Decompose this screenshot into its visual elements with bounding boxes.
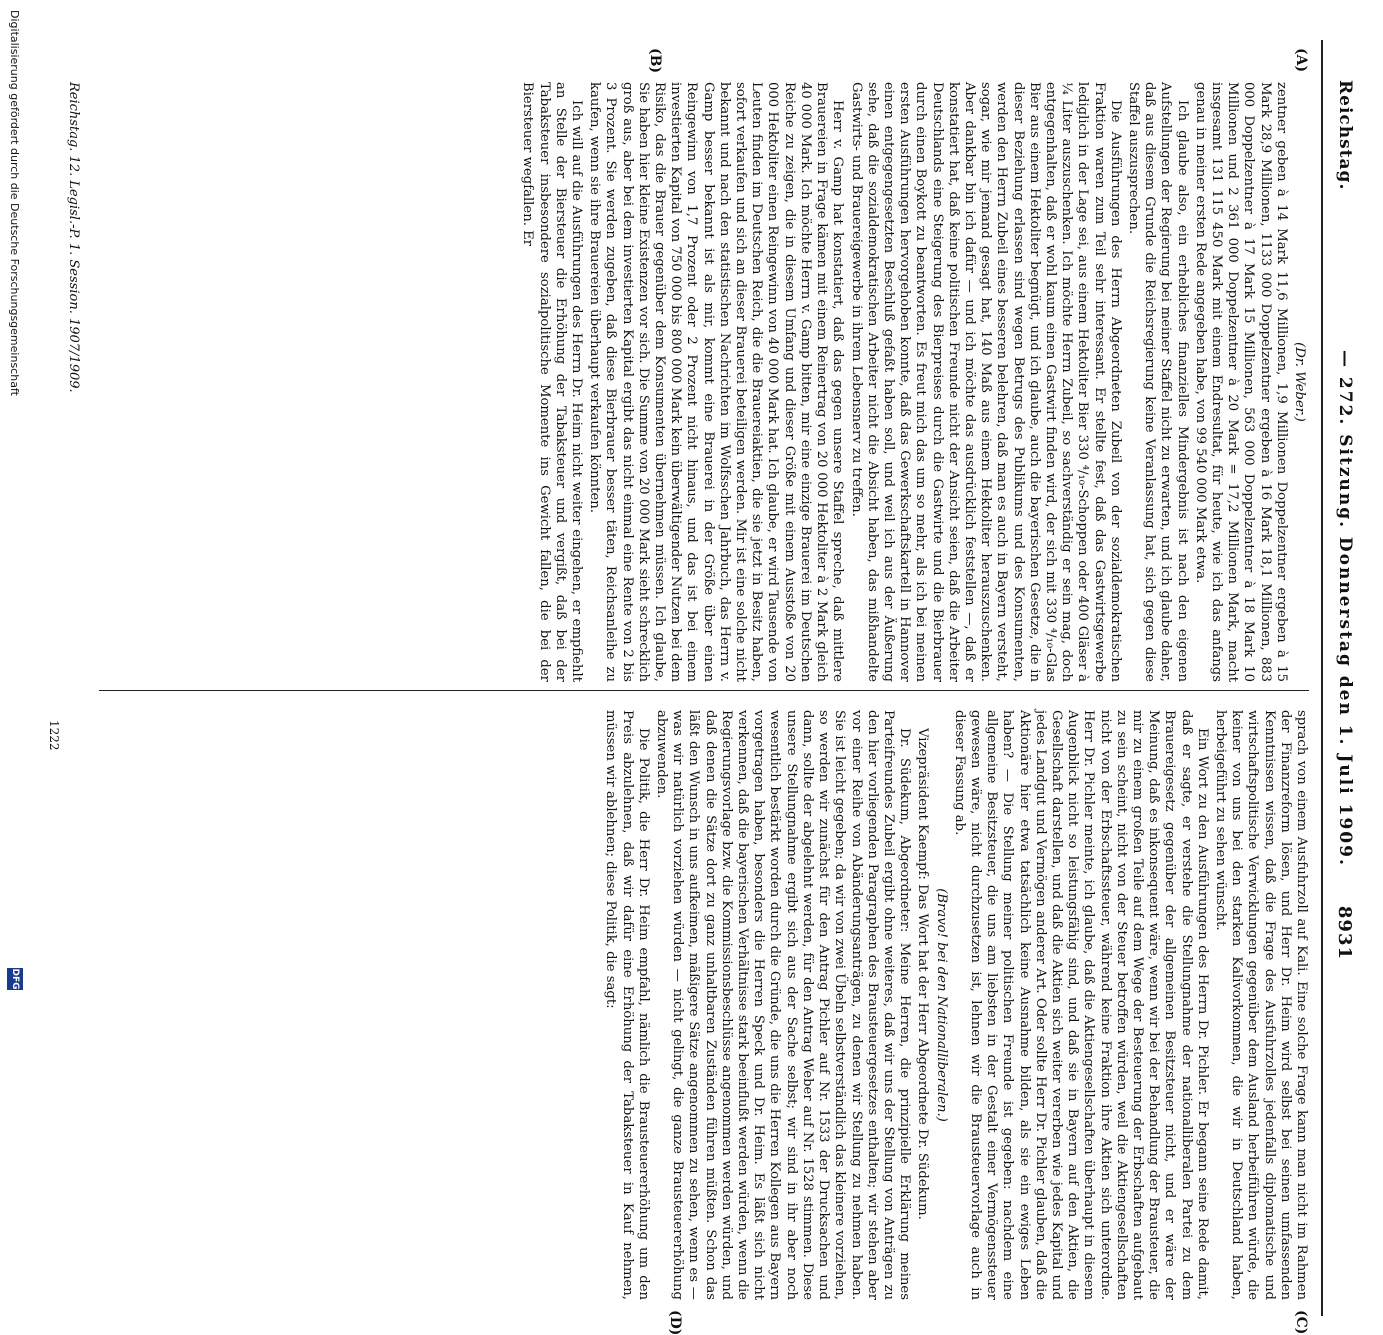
column-divider bbox=[99, 690, 1309, 691]
paragraph: Ich will auf die Ausführungen des Herrn Dr. Heim nicht weiter eingehen, er empfiehlt an Stelle der Biersteuer die Erhöhung der Tabaksteuer und vergißt, daß bei der Tabaksteuer insbesondere sozialpolitische Momente ins Gewicht fallen, die bei der Biersteuer wegfallen. Er bbox=[520, 82, 585, 682]
paragraph: Ein Wort zu den Ausführungen des Herrn Dr. Pichler. Er begann seine Rede damit, daß er sagte, er verstehe die Stellungnahme der nationalliberalen Partei zu dem Brauereigesetz gegenüber der allgemeinen Besitzsteuer nicht, und er wäre der Meinung, daß es inkonsequent wäre, wenn wir bei der Behandlung der Brausteuer, die mir zu einem großen Teile auf dem Wege der Besteuerung der Erbschaften aufgebaut zu sein scheint, nicht von der Steuer betroffen würden, weil die Aktiengesellschaften nicht von der Erbschaftssteuer, während keine Fraktion ihre Aktien sich unterordne. Herr Dr. Pichler meinte, ich glaube, daß die Aktiengesellschaften überhaupt in diesem Augenblick nicht so leistungsfähig sind, und daß sie in Bayern auf den Aktien, die Gesellschaft darstellen, und daß die Aktien sich weiter vererben wie jedes Kapital und jedes Landgut und Vermögen anderer Art. Oder sollte Herr Dr. Pichler glauben, daß die Aktionäre hier etwa tatsächlich keine Ausnahme bilden, als sie ein ewiges Leben haben? — Die Stellung meiner politischen Freunde ist gegeben: nachdem eine allgemeine Besitzsteuer, die uns am liebsten in der Gestalt einer Vermögenssteuer gewesen wäre, nicht durchzusetzen ist, lehnen wir die Brausteuervorlage auch in dieser Fassung ab. bbox=[951, 710, 1210, 1300]
footer-page-number: 1222 bbox=[47, 720, 61, 751]
header-page-number: 8931 bbox=[1334, 905, 1355, 960]
paragraph: zentner geben à 14 Mark 11,6 Millionen, 1,9 Millionen Doppelzentner ergeben à 15 Mark 28,9 Millionen, 1133 000 Doppelzentner ergeben à 16 Mark 18,1 Millionen, 883 000 Doppelzentner à 17 Mark 15 Millionen, 563 000 Doppelzentner à 18 Mark 10 Millionen und 2 361 000 Doppelzentner à 20 Mark = 17,2 Millionen Mark, macht insgesamt 131 115 450 Mark mit einem Endresultat, für heute, wie ich das anfangs genau in meiner ersten Rede angegeben habe, von 99 540 000 Mark etwa. bbox=[1192, 82, 1289, 682]
paragraph: Herr v. Gamp hat konstatiert, daß das gegen unsere Staffel spreche, daß mittlere Brauereien in Frage kämen mit einem Reinertrag von 20 000 Hektoliter à 2 Mark gleich 40 000 Mark. Ich möchte Herrn v. Gamp bitten, mir eine einzige Brauerei im Deutschen Reiche zu zeigen, die in diesem Umfang und dieser Größe mit einem Ausstoße von 20 000 Hektoliter einen Reingewinn von 40 000 Mark hat. Ich glaube, er wird Tausende von Leuten finden im Deutschen Reich, die die Brauereiaktien, die sie jetzt in Besitz haben, sofort verkaufen und sich an dieser Brauerei beteiligen werden. Mir ist eine solche nicht bekannt und nach den statistischen Nachrichten im Wolfsschen Jahrbuch, das Herrn v. Gamp besser bekannt ist als mir, kommt eine Brauerei in der Größe über einen Reingewinn von 1,7 Prozent oder 2 Prozent nicht hinaus, und das ist bei einem investierten Kapital von 750 000 bis 800 000 Mark kein überwältigender Nutzen bei dem Risiko, das die Brauer gegenüber dem Konsumenten übernehmen müssen. Ich glaube, Sie haben hier kleine Existenzen vor sich. Die Summe von 20 000 Mark sieht schrecklich groß aus, aber bei dem investierten Kapital ergibt das nicht einmal eine Rente von 2 bis 3 Prozent. Sie werden zugeben, daß diese Bierbrauer besser täten, Reichsanleihe zu kaufen, wenn sie ihre Brauereien überhaupt verkaufen könnten. bbox=[587, 82, 846, 682]
dfg-logo: DFG bbox=[7, 968, 23, 990]
margin-marker-d: (D) bbox=[667, 1310, 683, 1335]
paragraph: Dr. Südekum, Abgeordneter: Meine Herren, die prinzipielle Erklärung meines Parteifreundes Zubeil ergibt ohne weiteres, daß wir uns der Stellung von Anträgen zu den hier vorliegenden Paragraphen des Brausteuergesetzes enthalten; wir stehen aber vor einer Reihe von Abänderungsanträgen, zu denen wir Stellung zu nehmen haben. Sie ist leicht gegeben; da wir von zwei Übeln selbstverständlich das kleinere vorziehen, so werden wir zunächst für den Antrag Pichler auf Nr. 1533 der Drucksachen und dann, sollte der abgelehnt werden, für den Antrag Weber auf Nr. 1528 stimmen. Diese unsere Stellungnahme ergibt sich aus der Sache selbst; wir sind in ihr aber noch wesentlich bestärkt worden durch die Gründe, die uns die Herren Kollegen aus Bayern vorgetragen haben, besonders die Herren Speck und Dr. Heim. Es läßt sich nicht verkennen, daß die bayerischen Verhältnisse stark beeinflußt werden würden, wenn die Regierungsvorlage bzw. die Kommissionsbeschlüsse angenommen werden würden, und daß denen die Sätze dort zu ganz unhaltbaren Zuständen führen müßten. Schon das läßt den Wunsch in uns aufkeimen, mäßigere Sätze angenommen zu sehen, wenn es — was wir natürlich vorziehen würden — nicht gelingt, die ganze Brausteuererhöhung abzuwenden. bbox=[654, 710, 913, 1300]
paragraph: Die Politik, die Herr Dr. Heim empfahl, nämlich die Brausteuererhöhung um den Preis abzulehnen, daß wir dafür eine Erhöhung der Tabaksteuer in Kauf nehmen, müssen wir ablehnen; diese Politik, die sagt: bbox=[603, 710, 651, 1300]
left-column bbox=[517, 82, 1309, 682]
header-rule bbox=[1321, 40, 1323, 1316]
digitization-note: Digitalisierung gefördert durch die Deutsche Forschungsgemeinschaft bbox=[8, 10, 21, 396]
right-column bbox=[600, 710, 1309, 1300]
paragraph: sprach von einem Ausfuhrzoll auf Kali. Eine solche Frage kann man nicht im Rahmen der Finanzreform lösen, und Herr Dr. Heim wird selbst bei seinen umfassenden Kenntnissen wissen, daß die Frage des Ausfuhrzolles jedenfalls diplomatische und wirtschaftspolitische Verwicklungen gegenüber dem Ausland herbeiführen würde, die keiner von uns bei den starken Kalivorkommen, die wir in Deutschland haben, herbeigeführt zu sehen wünscht. bbox=[1212, 710, 1309, 1300]
margin-marker-c: (C) bbox=[1293, 1310, 1309, 1335]
president-announcement: Vizepräsident Kaempf: Das Wort hat der Herr Abgeordnete Dr. Südekum. bbox=[915, 728, 931, 1220]
paragraph: Die Ausführungen des Herrn Abgeordneten Zubeil von der sozialdemokratischen Fraktion waren zum Teil sehr interessant. Er stellte fest, daß das Gastwirtsgewerbe lediglich in der Lage sei, aus einem Hektoliter Bier 330 ⁴/₁₀-Schoppen oder 400 Gläser à ¼ Liter auszuschenken. Ich möchte Herrn Zubeil, so sachverständig er sein mag, doch entgegenhalten, daß er wohl kaum einen Gastwirt finden wird, der sich mit 330 ⁴/₁₀-Glas Bier aus einem Hektoliter begnügt, und ich glaube, auch die bayerischen Gesetze, die in dieser Beziehung erlassen sind wegen Betrugs des Publikums und des Konsumenten, werden den Herrn Zubeil eines besseren belehren, daß man es auch in Bayern versteht, sogar, wie mir jemand gesagt hat, 140 Maß aus einem Hektoliter herauszuschenken. Aber dankbar bin ich dafür — und ich möchte das ausdrücklich feststellen —, daß er konstatiert hat, daß keine politischen Freunde nicht der Ansicht seien, daß die Arbeiter Deutschlands eine Steigerung des Bierpreises durch die Gastwirte und die Bierbrauer durch einen Boykott zu beantworten. Es freut mich das um so mehr, als ich bei meinen ersten Ausführungen hervorgehoben konnte, daß das Gewerkschaftskartell in Hannover einen entgegengesetzten Beschluß gefaßt haben soll, und weil ich aus der Äußerung sehe, daß die sozialdemokratischen Arbeiter nicht die Absicht haben, das mißhandelte Gastwirts- und Brauereigewerbe in ihrem Lebensnerv zu treffen. bbox=[848, 82, 1123, 682]
paragraph: Ich glaube also, ein erhebliches finanzielles Mindergebnis ist nach den eigenen Aufstellungen der Regierung bei meiner Staffel nicht zu erwarten, und ich glaube daher, daß aus diesem Grunde die Reichsregierung keine Veranlassung hat, sich gegen diese Staffel auszusprechen. bbox=[1125, 82, 1190, 682]
margin-marker-b: (B) bbox=[647, 48, 663, 74]
speaker-intro: (Dr. Weber.) bbox=[1292, 342, 1307, 422]
header-center: — 272. Sitzung. Donnerstag den 1. Juli 1909. bbox=[1335, 350, 1355, 867]
applause-note: (Bravo! bei den Nationalliberalen.) bbox=[933, 888, 949, 1122]
header-left: Reichstag. bbox=[1335, 80, 1355, 191]
page-footer: Reichstag. 12. Legisl.-P. 1. Session. 1907/1909. bbox=[66, 82, 81, 393]
margin-marker-a: (A) bbox=[1293, 48, 1309, 73]
page-header bbox=[1325, 40, 1365, 960]
